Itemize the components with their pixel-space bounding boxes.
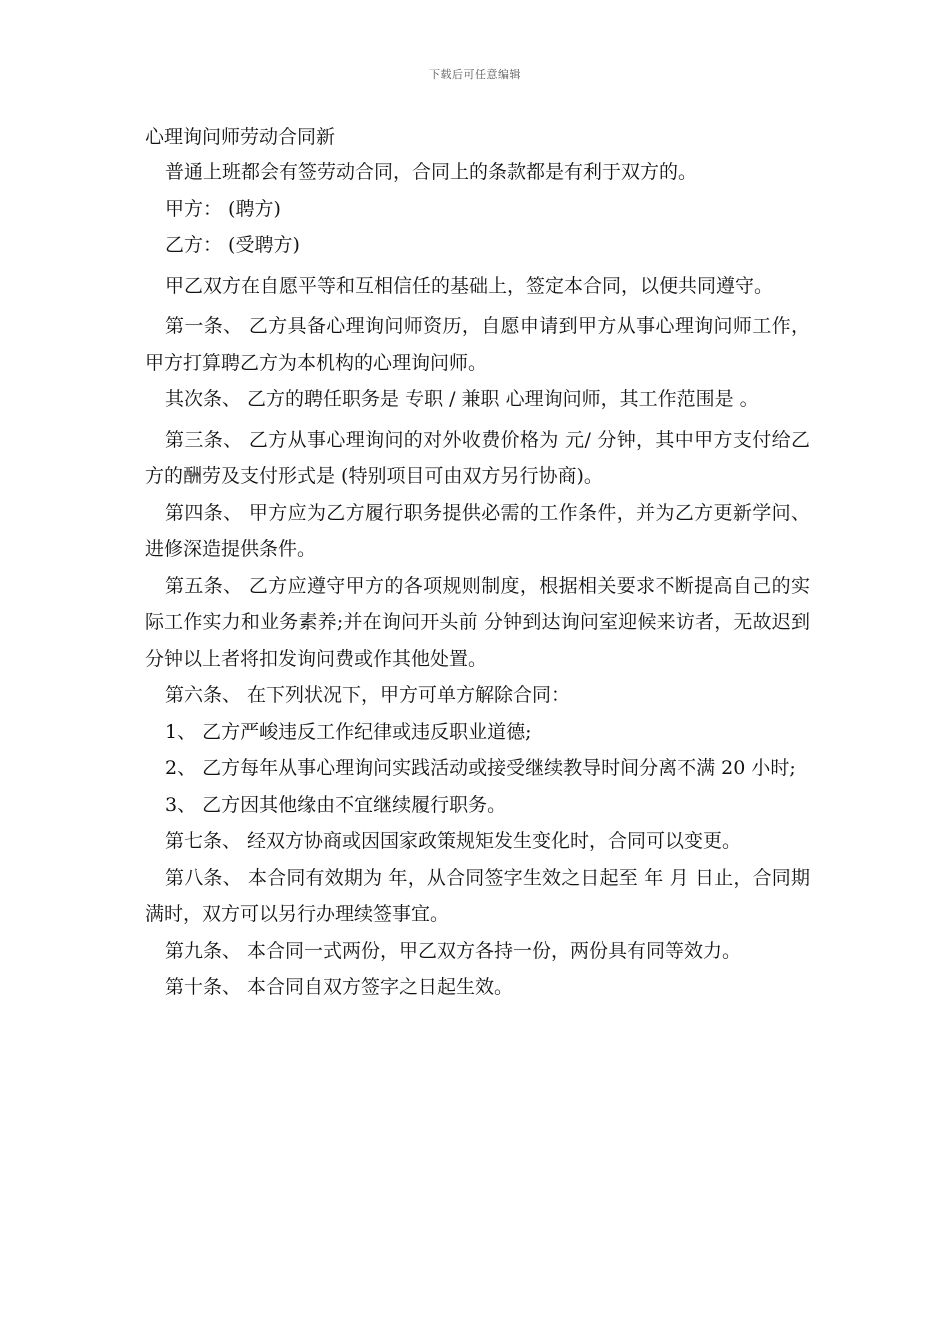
list-item-6-1: 1、 乙方严峻违反工作纪律或违反职业道德; [165, 720, 532, 743]
document-title: 心理询问师劳动合同新 [145, 126, 336, 148]
paragraph-article-5: 第五条、 乙方应遵守甲方的各项规则制度，根据相关要求不断提高自己的实际工作实力和业务素养;并在询问开头前 分钟到达询问室迎候来访者，无故迟到 分钟以上者将扣发询问费或作其他处置。 [145, 574, 810, 670]
paragraph-article-8: 第八条、 本合同有效期为 年，从合同签字生效之日起至 年 月 日止，合同期满时，双方可以另行办理续签事宜。 [145, 866, 810, 925]
paragraph-article-1: 第一条、 乙方具备心理询问师资历，自愿申请到甲方从事心理询问师工作，甲方打算聘乙方为本机构的心理询问师。 [145, 315, 810, 374]
paragraph-party-b: 乙方： (受聘方) [165, 234, 300, 256]
header-note: 下载后可任意编辑 [429, 68, 521, 81]
paragraph-article-4: 第四条、 甲方应为乙方履行职务提供必需的工作条件，并为乙方更新学问、进修深造提供条件。 [145, 501, 810, 560]
list-item-6-2: 2、 乙方每年从事心理询问实践活动或接受继续教导时间分离不满 20 小时; [165, 757, 796, 779]
paragraph-party-a: 甲方： (聘方) [165, 197, 281, 220]
paragraph-article-9: 第九条、 本合同一式两份，甲乙双方各持一份，两份具有同等效力。 [165, 939, 742, 962]
document-body [145, 120, 810, 1006]
paragraph-article-3: 第三条、 乙方从事心理询问的对外收费价格为 元/ 分钟，其中甲方支付给乙方的酬劳及支付形式是 (特别项目可由双方另行协商)。 [145, 428, 810, 487]
list-item-6-3: 3、 乙方因其他缘由不宜继续履行职务。 [165, 793, 507, 816]
paragraph-article-2: 其次条、 乙方的聘任职务是 专职 / 兼职 心理询问师，其工作范围是 。 [165, 388, 759, 410]
paragraph-article-6: 第六条、 在下列状况下，甲方可单方解除合同： [165, 684, 571, 706]
paragraph-intro: 普通上班都会有签劳动合同，合同上的条款都是有利于双方的。 [165, 161, 698, 183]
paragraph-preamble: 甲乙双方在自愿平等和互相信任的基础上，签定本合同，以便共同遵守。 [165, 274, 774, 297]
paragraph-article-10: 第十条、 本合同自双方签字之日起生效。 [165, 976, 514, 998]
paragraph-article-7: 第七条、 经双方协商或因国家政策规矩发生变化时，合同可以变更。 [165, 830, 742, 852]
